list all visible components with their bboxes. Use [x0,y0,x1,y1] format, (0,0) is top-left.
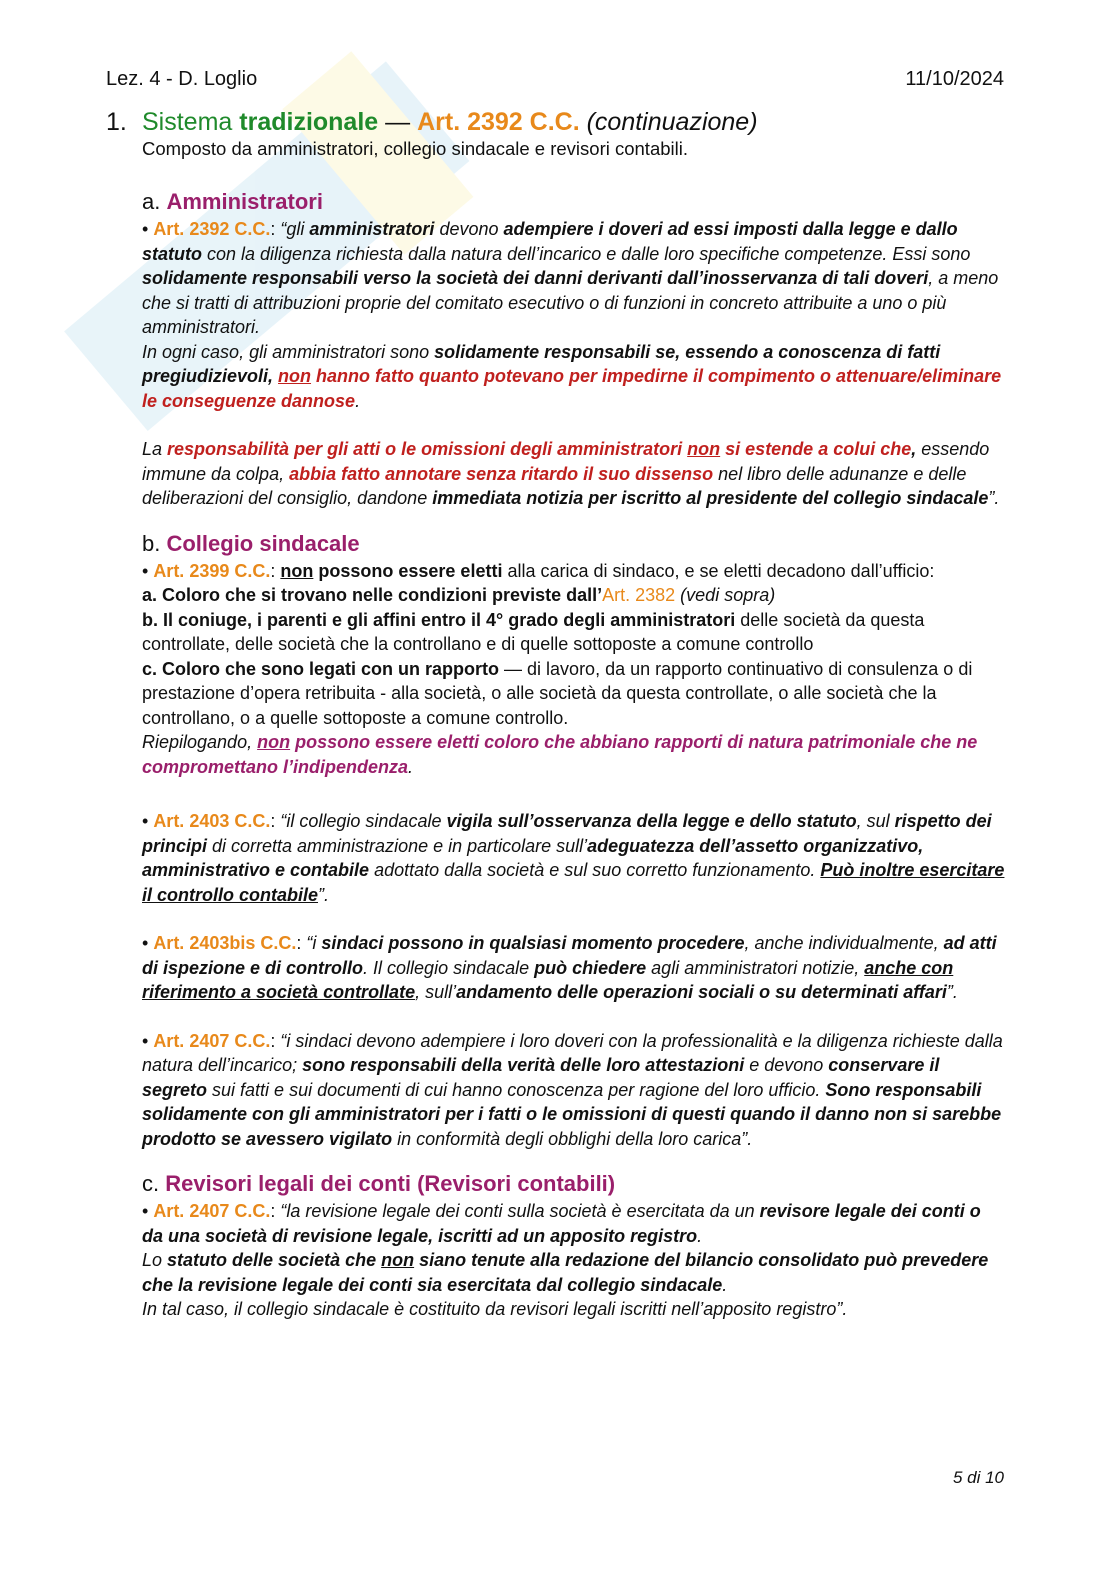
art-2403-paragraph: • Art. 2403 C.C.: “il collegio sindacale vigila sull’osservanza della legge e dello statuto, sul rispetto dei principi di corretta amministrazione e in particolare sull’adeguatezza dell’assetto organizzativo, amministrativo e contabile adottato dalla società e sul suo corretto funzionamento. Può inoltre esercitare il controllo contabile”. [142,811,1005,905]
heading-note: (continuazione) [579,108,758,136]
heading-dash: — [378,108,418,136]
main-heading [106,108,1006,137]
art-2399-paragraph: • Art. 2399 C.C.: non possono essere eletti alla carica di sindaco, e se eletti decadono dall’ufficio: a. Coloro che si trovano nelle condizioni previste dall’Art. 2382 (vedi sopra) b. Il coniuge, i parenti e gli affini entro il 4° grado degli amministratori delle società da questa controllate, delle società che la controllano e di quelle sottoposte a comune controllo c. Coloro che sono legati con un rapporto — di lavoro, da un rapporto continuativo di consulenza o di prestazione d’opera retribuita - alla società, o alle società da questa controllate, o alle società che la controllano, o a quelle sottoposte a comune controllo. Riepilogando, non possono essere eletti coloro che abbiano rapporti di natura patrimoniale che ne compromettano l’indipendenza. [142,560,978,777]
responsibility-paragraph: La responsabilità per gli atti o le omissioni degli amministratori non si estende a colui che, essendo immune da colpa, abbia fatto annotare senza ritardo il suo dissenso nel libro delle adunanze e delle deliberazioni del consiglio, dandone immediata notizia per iscritto al presidente del collegio sindacale”. [142,439,1000,508]
section-a-title: a. Amministratori [142,189,323,214]
header-lesson: Lez. 4 - D. Loglio [106,68,258,90]
art-2392-paragraph: • Art. 2392 C.C.: “gli amministratori devono adempiere i doveri ad essi imposti dalla legge e dallo statuto con la diligenza richiesta dalla natura dell’incarico e dalle loro specifiche competenze. Essi sono solidamente responsabili verso la società dei danni derivanti dall’inosservanza di tali doveri, a meno che si tratti di attribuzioni proprie del comitato esecutivo o di funzioni in concreto attribuite a uno o più amministratori. In ogni caso, gli amministratori sono solidamente responsabili se, essendo a conoscenza di fatti pregiudizievoli, non hanno fatto quanto potevano per impedirne il compimento o attenuare/eliminare le conseguenze dannose. [142,219,1002,411]
heading-pre: Sistema [142,108,240,136]
heading-number: 1. [106,108,127,136]
section-c-title: c. Revisori legali dei conti (Revisori contabili) [142,1171,616,1196]
art-2403bis-paragraph: • Art. 2403bis C.C.: “i sindaci possono in qualsiasi momento procedere, anche individualmente, ad atti di ispezione e di controllo. Il collegio sindacale può chiedere agli amministratori notizie, anche con riferimento a società controllate, sull’andamento delle operazioni sociali o su determinati affari”. [142,933,997,1002]
main-content [106,108,1006,1322]
section-b-title: b. Collegio sindacale [142,530,360,556]
heading-art: Art. 2392 C.C. [417,108,580,136]
art-2407-paragraph: • Art. 2407 C.C.: “i sindaci devono adempiere i loro doveri con la professionalità e la diligenza richieste dalla natura dell’incarico; sono responsabili della verità delle loro attestazioni e devono conservare il segreto sui fatti e sui documenti di cui hanno conoscenza per ragione del loro ufficio. Sono responsabili solidamente con gli amministratori per i fatti o le omissioni di questi quando il danno non si sarebbe prodotto se avessero vigilato in conformità degli obblighi della loro carica”. [142,1030,1003,1149]
header-date: 11/10/2024 [905,68,1004,90]
art-2407-revisori-paragraph: • Art. 2407 C.C.: “la revisione legale dei conti sulla società è esercitata da un revisore legale dei conti o da una società di revisione legale, iscritti ad un apposito registro. Lo statuto delle società che non siano tenute alla redazione del bilancio consolidato può prevedere che la revisione legale dei conti sia esercitata dal collegio sindacale. In tal caso, il collegio sindacale è costituito da revisori legali iscritti nell’apposito registro”. [142,1201,989,1319]
page-number: 5 di 10 [952,1468,1004,1487]
heading-bold: tradizionale [239,108,379,136]
heading-subtitle: Composto da amministratori, collegio sindacale e revisori contabili. [142,138,688,159]
